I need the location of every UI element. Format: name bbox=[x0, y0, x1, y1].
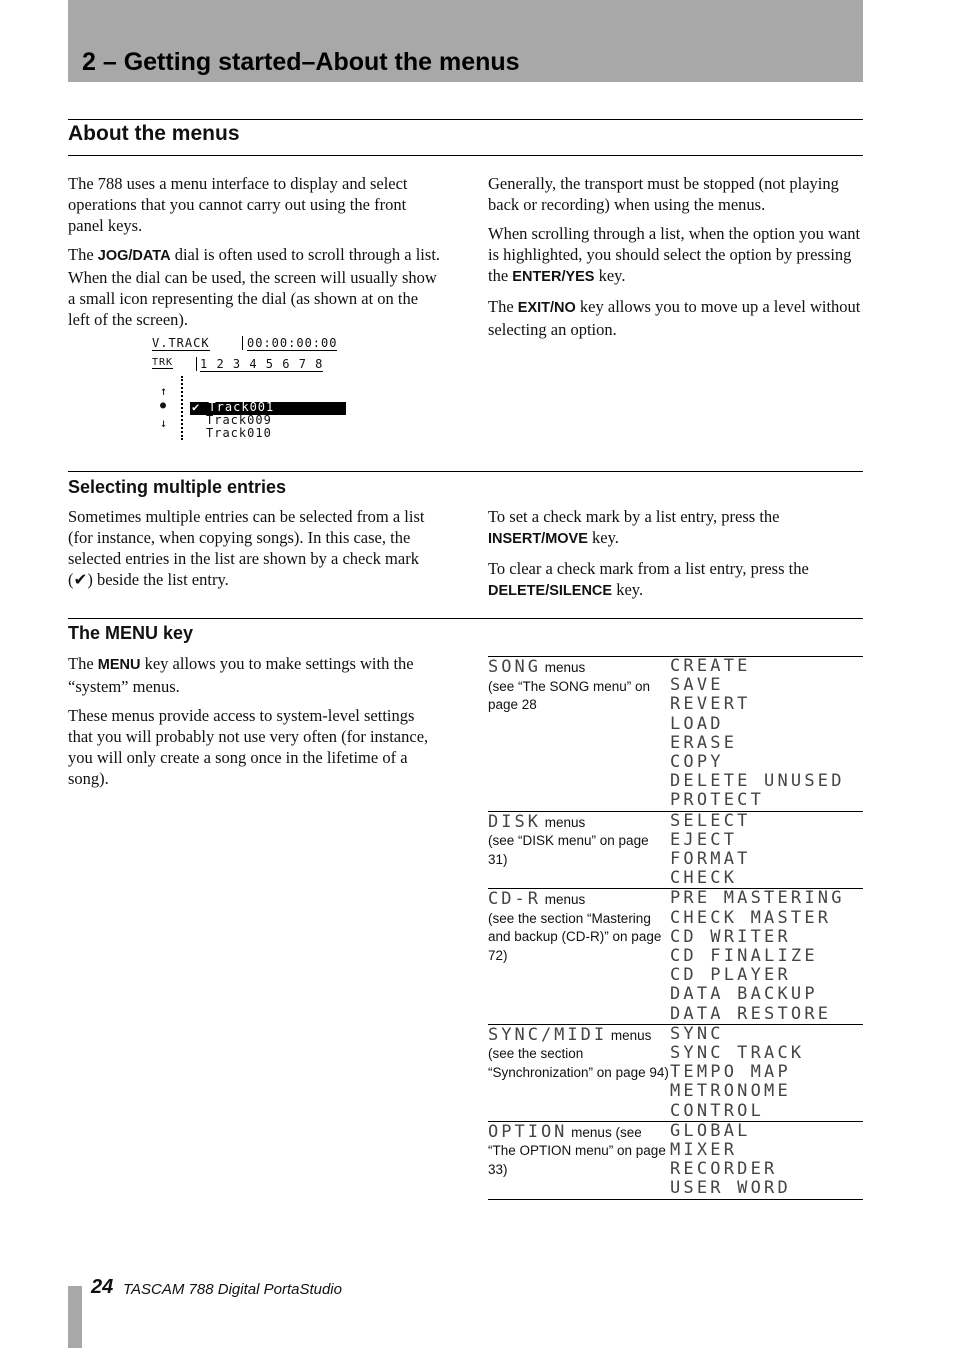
menu-name: DISK bbox=[488, 811, 541, 832]
menu-name: SONG bbox=[488, 657, 541, 677]
menu-description: “The OPTION menu” on page 33) bbox=[488, 1143, 666, 1177]
subheading-selecting: Selecting multiple entries bbox=[68, 477, 287, 497]
intro-paragraph: When scrolling through a list, when the option you want is highlighted, you should select the option by pressing the ENTER/YES key. bbox=[488, 224, 861, 285]
menu-item: SYNC bbox=[670, 1023, 724, 1044]
divider bbox=[68, 618, 863, 619]
lcd-screen-figure bbox=[150, 336, 360, 444]
menu-item: LOAD bbox=[670, 713, 724, 734]
menu-description: (see “The SONG menu” on page 28 bbox=[488, 678, 651, 712]
menu-group-song: SONG menus (see “The SONG menu” on page 28 CREATE SAVE REVERT LOAD ERASE COPY DELETE UNUSED PROTECT bbox=[488, 656, 863, 811]
menu-item: DELETE UNUSED bbox=[670, 771, 845, 792]
menu-description: (see “DISK menu” on page 31) bbox=[488, 833, 649, 867]
menu-item: DATA RESTORE bbox=[670, 1003, 832, 1024]
footer-bar bbox=[68, 1286, 82, 1348]
menu-item: CONTROL bbox=[670, 1100, 765, 1121]
subheading-menu-key: The MENU key bbox=[68, 623, 194, 643]
intro-paragraph: Generally, the transport must be stopped (not playing back or recording) when using the menus. bbox=[488, 174, 839, 214]
intro-paragraph: The EXIT/NO key allows you to move up a level without selecting an option. bbox=[488, 297, 861, 339]
up-arrow-icon: ↑ bbox=[160, 384, 169, 398]
menu-item: CHECK MASTER bbox=[670, 907, 832, 928]
menu-item: CREATE bbox=[670, 656, 751, 676]
key-name: DELETE/SILENCE bbox=[488, 583, 613, 599]
menu-key-paragraph: These menus provide access to system-level settings that you will probably not use very often (for instance, you will only create a song once in the lifetime of a song). bbox=[68, 706, 429, 788]
menu-description: (see the section “Synchronization” on page 94) bbox=[488, 1046, 669, 1080]
menu-key-paragraph: The MENU key allows you to make settings with the “system” menus. bbox=[68, 654, 414, 696]
menu-item: REVERT bbox=[670, 694, 751, 715]
menu-item: METRONOME bbox=[670, 1081, 791, 1102]
menu-item: COPY bbox=[670, 752, 724, 773]
menu-item: TEMPO MAP bbox=[670, 1062, 791, 1083]
menu-group-cdr: CD-R menus (see the section “Mastering and backup (CD-R)” on page 72) PRE MASTERING CHECK MASTER CD WRITER CD FINALIZE CD PLAYER DATA BACKUP DATA RESTORE bbox=[488, 888, 863, 1023]
menu-item: PROTECT bbox=[670, 790, 765, 811]
menu-group-sync-midi: SYNC/MIDI menus (see the section “Synchronization” on page 94) SYNC SYNC TRACK TEMPO MAP METRONOME CONTROL bbox=[488, 1024, 863, 1121]
menu-item: SELECT bbox=[670, 810, 751, 831]
key-name: EXIT/NO bbox=[517, 300, 576, 316]
menu-item: CD PLAYER bbox=[670, 965, 791, 986]
intro-paragraph: The JOG/DATA dial is often used to scroll through a list. When the dial can be used, the screen will usually show a small icon representing the dial (as shown at on the left of the screen). bbox=[68, 245, 441, 329]
menu-group-disk: DISK menus (see “DISK menu” on page 31) SELECT EJECT FORMAT CHECK bbox=[488, 811, 863, 889]
selecting-right-column bbox=[488, 506, 866, 610]
dial-icon: ● bbox=[160, 400, 168, 411]
menu-name: SYNC/MIDI bbox=[488, 1024, 608, 1045]
lcd-time: 00:00:00:00 bbox=[242, 336, 337, 350]
menu-item: CD FINALIZE bbox=[670, 946, 818, 967]
selecting-paragraph: To clear a check mark from a list entry, press the DELETE/SILENCE key. bbox=[488, 559, 809, 599]
menu-item: FORMAT bbox=[670, 849, 751, 870]
menu-item: PRE MASTERING bbox=[670, 888, 845, 909]
intro-paragraph: The 788 uses a menu interface to display and select operations that you cannot carry out using the front panel keys. bbox=[68, 174, 408, 235]
menu-key-column bbox=[68, 653, 443, 797]
lcd-list-item-selected: ✔ Track001 bbox=[192, 400, 275, 414]
menu-item: CD WRITER bbox=[670, 926, 791, 947]
intro-left-column bbox=[68, 173, 443, 338]
footer-product: TASCAM 788 Digital PortaStudio bbox=[123, 1281, 342, 1298]
chapter-title: 2 – Getting started–About the menus bbox=[82, 48, 520, 76]
menu-description: (see the section “Mastering and backup (CD-R)” on page 72) bbox=[488, 910, 662, 963]
menu-item: MIXER bbox=[670, 1140, 738, 1161]
menu-table bbox=[488, 656, 863, 1200]
lcd-list-item: Track009 bbox=[206, 413, 272, 427]
menu-name: CD-R bbox=[488, 889, 541, 910]
lcd-track-tabs: 1 2 3 4 5 6 7 8 bbox=[196, 357, 323, 371]
menu-item: GLOBAL bbox=[670, 1120, 751, 1141]
menu-item: SAVE bbox=[670, 675, 724, 696]
lcd-list-item: Track010 bbox=[206, 426, 272, 440]
menu-item: USER WORD bbox=[670, 1178, 791, 1199]
key-name: MENU bbox=[97, 657, 141, 673]
selecting-paragraph: Sometimes multiple entries can be selected from a list (for instance, when copying songs). In this case, the selected entries in the list are shown by a check mark (✔) beside the list entry. bbox=[68, 507, 425, 589]
selecting-paragraph: To set a check mark by a list entry, press the INSERT/MOVE key. bbox=[488, 507, 780, 547]
key-name: JOG/DATA bbox=[97, 248, 171, 264]
menu-name: OPTION bbox=[488, 1121, 568, 1142]
divider bbox=[68, 471, 863, 472]
lcd-title: V.TRACK bbox=[152, 336, 210, 350]
intro-right-column bbox=[488, 173, 863, 348]
menu-item: EJECT bbox=[670, 829, 738, 850]
lcd-trk-label: TRK bbox=[152, 357, 174, 368]
down-arrow-icon: ↓ bbox=[160, 416, 169, 430]
menu-item: DATA BACKUP bbox=[670, 984, 818, 1005]
menu-item: RECORDER bbox=[670, 1159, 778, 1180]
menu-item: ERASE bbox=[670, 732, 738, 753]
key-name: INSERT/MOVE bbox=[488, 531, 588, 547]
section-title: About the menus bbox=[68, 122, 240, 145]
key-name: ENTER/YES bbox=[512, 269, 595, 285]
divider bbox=[68, 119, 863, 120]
selecting-left-column bbox=[68, 506, 443, 598]
menu-group-option: OPTION menus (see “The OPTION menu” on page 33) GLOBAL MIXER RECORDER USER WORD bbox=[488, 1121, 863, 1200]
page-number: 24 bbox=[91, 1276, 114, 1298]
menu-item: CHECK bbox=[670, 868, 738, 889]
menu-item: SYNC TRACK bbox=[670, 1043, 805, 1064]
divider bbox=[68, 155, 863, 156]
lcd-scroll-dots bbox=[181, 376, 183, 440]
